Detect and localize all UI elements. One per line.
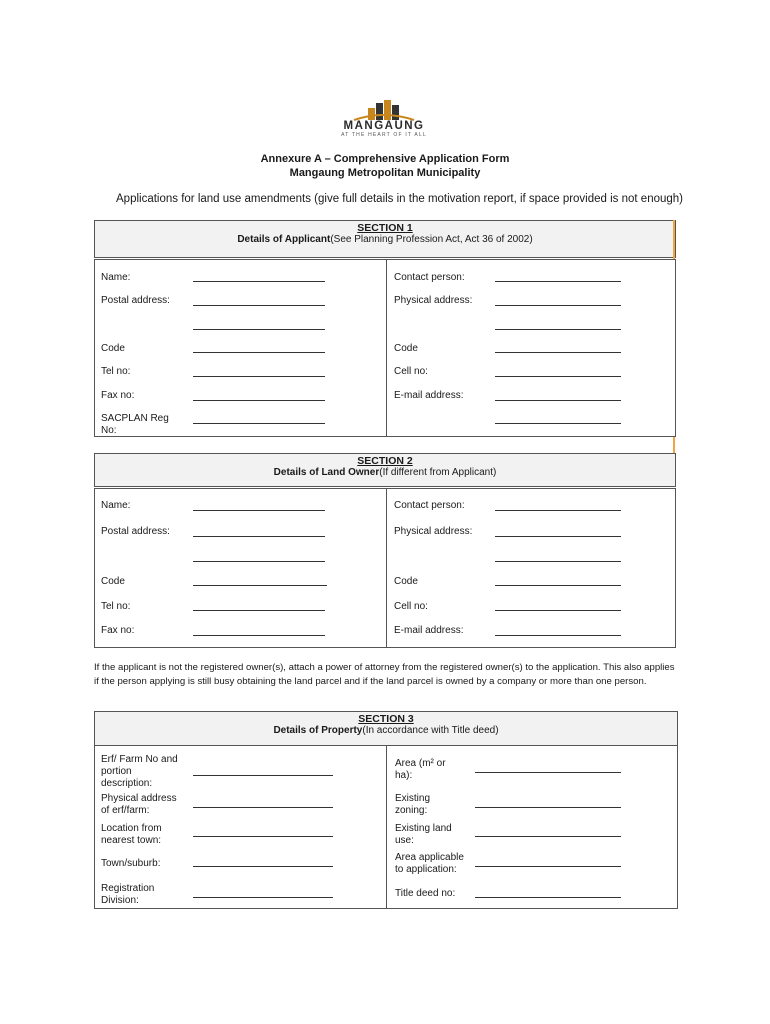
owner-email-input-line[interactable] [495, 635, 621, 636]
field-label-tel: Tel no: [101, 366, 131, 377]
field-label-code: Code [101, 343, 125, 354]
tel-input-line[interactable] [193, 376, 325, 377]
erf-input-line[interactable] [193, 775, 333, 776]
field-label-postal-address: Postal address: [101, 295, 170, 306]
field-label-physical-address: Physical address: [394, 295, 473, 306]
owner-label-postal-address: Postal address: [101, 526, 170, 537]
section2-detail-bold: Details of Land Owner [273, 467, 380, 478]
owner-label-code: Code [101, 576, 125, 587]
property-label-physical-address: Physical address of erf/farm: [101, 793, 177, 816]
property-label-area-applicable: Area applicable to application: [395, 852, 464, 875]
owner-tel-input-line[interactable] [193, 610, 325, 611]
logo-skyline-icon [318, 100, 450, 122]
field-label-fax: Fax no: [101, 390, 135, 401]
name-input-line[interactable] [193, 281, 325, 282]
section3-detail-bold: Details of Property [273, 725, 363, 736]
owner-label-cell: Cell no: [394, 601, 428, 612]
form-title: Annexure A – Comprehensive Application Form [260, 153, 510, 165]
section1-heading: SECTION 1 [357, 222, 413, 234]
column-divider [386, 489, 387, 647]
property-label-zoning: Existing zoning: [395, 793, 431, 816]
property-label-area: Area (m² or ha): [395, 758, 446, 781]
erf-address-input-line[interactable] [193, 807, 333, 808]
owner-cell-input-line[interactable] [495, 610, 621, 611]
postal-address-line-1[interactable] [193, 305, 325, 306]
owner-physical-line-1[interactable] [495, 536, 621, 537]
section2-heading: SECTION 2 [357, 455, 413, 467]
owner-label-email: E-mail address: [394, 625, 464, 636]
field-label-contact-person: Contact person: [394, 272, 465, 283]
owner-contact-input-line[interactable] [495, 510, 621, 511]
municipality-title: Mangaung Metropolitan Municipality [289, 167, 481, 179]
property-label-registration: Registration Division: [101, 883, 155, 906]
section1-detail: (See Planning Profession Act, Act 36 of 2002) [330, 234, 533, 245]
field-label-email: E-mail address: [394, 390, 464, 401]
section3-heading: SECTION 3 [358, 713, 414, 725]
sacplan-input-line[interactable] [193, 423, 325, 424]
property-label-erf: Erf/ Farm No and portion description: [101, 754, 178, 789]
section1-header [94, 220, 676, 258]
owner-name-input-line[interactable] [193, 510, 325, 511]
area-applicable-input-line[interactable] [475, 866, 621, 867]
owner-label-fax: Fax no: [101, 625, 135, 636]
column-divider [386, 746, 387, 908]
section3-detail: (In accordance with Title deed) [362, 725, 499, 736]
physical-address-line-1[interactable] [495, 305, 621, 306]
code-input-line[interactable] [193, 352, 325, 353]
owner-label-code-right: Code [394, 576, 418, 587]
email-input-line[interactable] [495, 400, 621, 401]
section2-detail: (If different from Applicant) [379, 467, 497, 478]
owner-code-right-input-line[interactable] [495, 585, 621, 586]
owner-label-contact-person: Contact person: [394, 500, 465, 511]
mangaung-logo [318, 100, 450, 138]
registration-input-line[interactable] [193, 897, 333, 898]
postal-address-line-2[interactable] [193, 329, 325, 330]
section1-body [94, 259, 676, 437]
section1-detail-bold: Details of Applicant [237, 234, 331, 245]
owner-postal-line-2[interactable] [193, 561, 325, 562]
field-label-sacplan: SACPLAN Reg No: [101, 413, 169, 436]
owner-physical-line-2[interactable] [495, 561, 621, 562]
physical-address-line-2[interactable] [495, 329, 621, 330]
code-right-input-line[interactable] [495, 352, 621, 353]
email-input-line-2[interactable] [495, 423, 621, 424]
owner-fax-input-line[interactable] [193, 635, 325, 636]
field-label-code-right: Code [394, 343, 418, 354]
location-input-line[interactable] [193, 836, 333, 837]
fax-input-line[interactable] [193, 400, 325, 401]
column-divider [386, 260, 387, 436]
owner-code-input-line[interactable] [193, 585, 327, 586]
land-use-input-line[interactable] [475, 836, 621, 837]
section3-box [94, 711, 678, 909]
property-label-town: Town/suburb: [101, 858, 161, 869]
power-of-attorney-note-line2: if the person applying is still busy obtaining the land parcel and if the land parcel is owned by a company or more than one person. [94, 676, 647, 687]
contact-person-input-line[interactable] [495, 281, 621, 282]
property-label-location: Location from nearest town: [101, 823, 162, 846]
zoning-input-line[interactable] [475, 807, 621, 808]
logo-wordmark: MANGAUNG [343, 120, 425, 132]
owner-label-physical-address: Physical address: [394, 526, 473, 537]
section2-header [94, 453, 676, 487]
section2-body [94, 488, 676, 648]
area-input-line[interactable] [475, 772, 621, 773]
field-label-name: Name: [101, 272, 131, 283]
town-input-line[interactable] [193, 866, 333, 867]
property-label-land-use: Existing land use: [395, 823, 452, 846]
property-label-title-deed: Title deed no: [395, 888, 456, 899]
owner-label-name: Name: [101, 500, 131, 511]
intro-text: Applications for land use amendments (give full details in the motivation report, if space provided is not enough) [116, 193, 684, 205]
field-label-cell: Cell no: [394, 366, 428, 377]
owner-postal-line-1[interactable] [193, 536, 325, 537]
title-deed-input-line[interactable] [475, 897, 621, 898]
cell-input-line[interactable] [495, 376, 621, 377]
power-of-attorney-note-line1: If the applicant is not the registered owner(s), attach a power of attorney from the registered owner(s) to the application. This also applies [94, 662, 675, 673]
logo-tagline: AT THE HEART OF IT ALL [341, 132, 427, 138]
owner-label-tel: Tel no: [101, 601, 131, 612]
